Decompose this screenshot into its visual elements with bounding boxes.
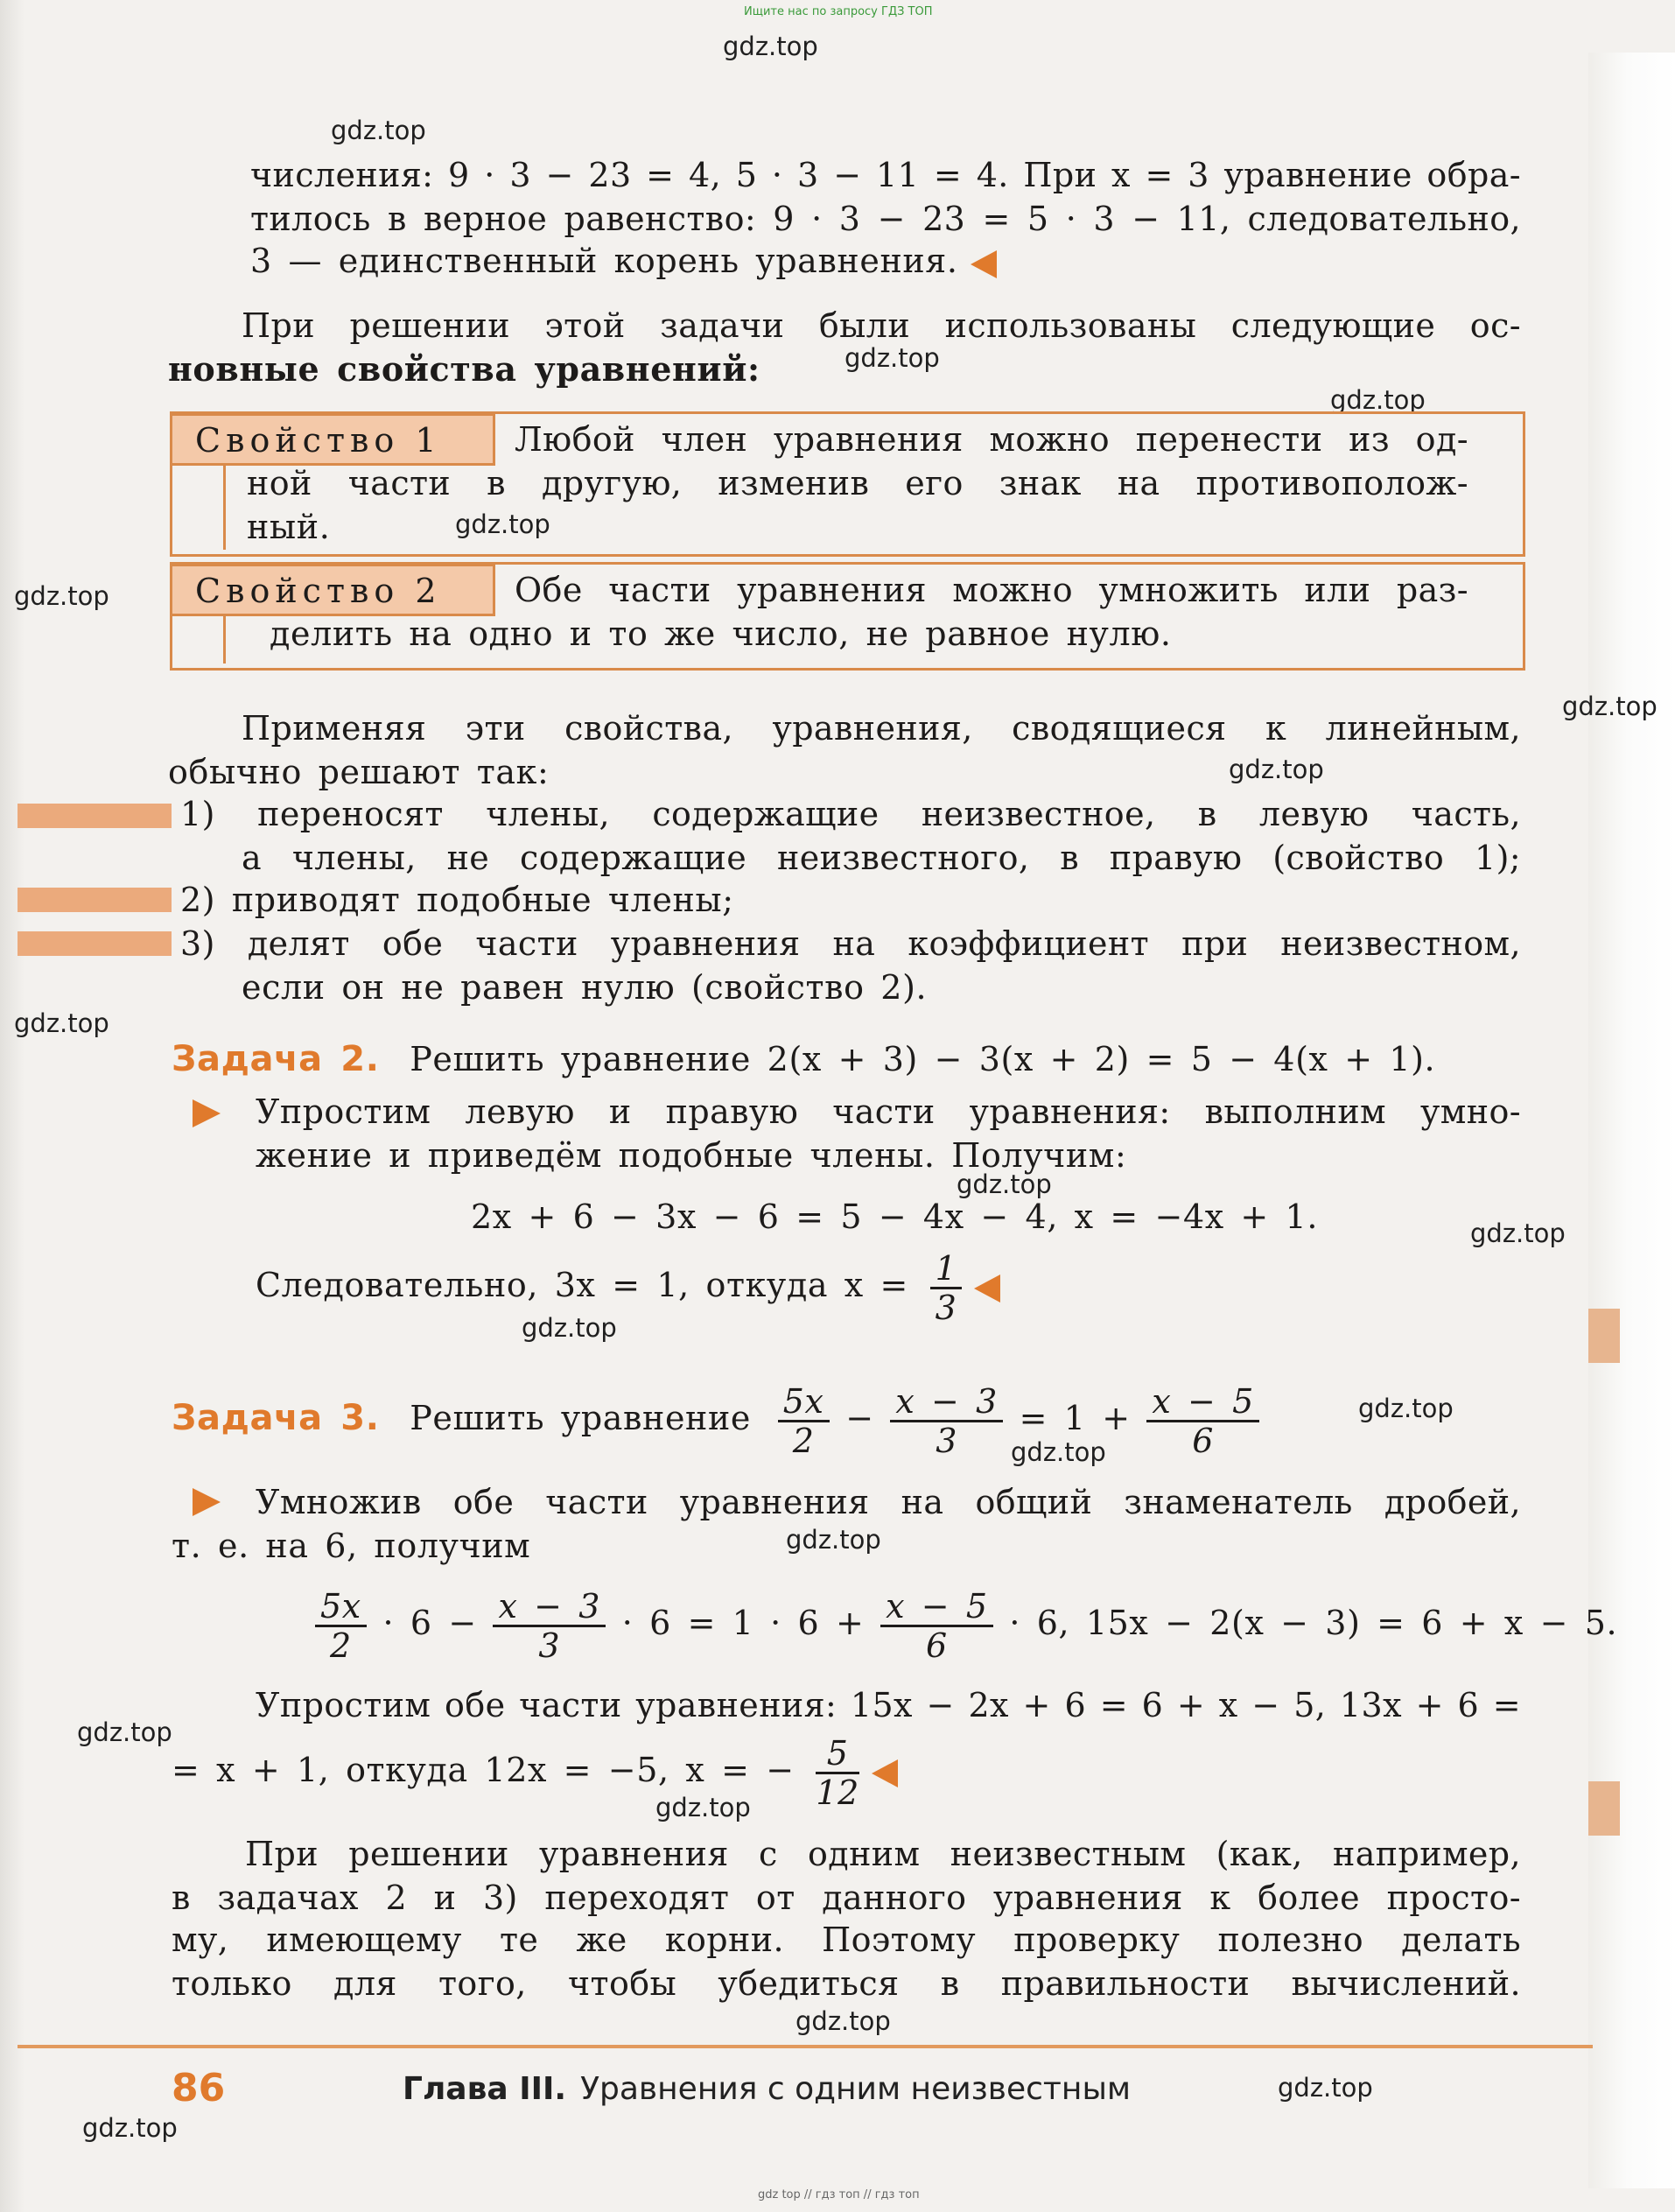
watermark: gdz.top [957, 1169, 1052, 1199]
task-2-statement: Решить уравнение 2(x + 3) − 3(x + 2) = 5 − 4(x + 1). [410, 1040, 1436, 1078]
watermark: gdz.top [1358, 1394, 1454, 1423]
watermark: gdz.top [786, 1525, 881, 1555]
task-3-header [172, 1383, 1259, 1467]
watermark: gdz.top [331, 116, 426, 145]
text-line-content: 3 — единственный корень уравнения. [250, 242, 958, 280]
watermark: gdz.top [14, 1008, 109, 1038]
watermark: gdz.top [1011, 1437, 1106, 1467]
watermark: gdz.top [522, 1313, 617, 1343]
watermark: gdz.top [14, 581, 109, 611]
list-item: если он не равен нулю (свойство 2). [242, 968, 928, 1007]
watermark: gdz.top [455, 509, 550, 539]
fraction [890, 1383, 1003, 1459]
text-line: обычно решают так: [168, 753, 550, 791]
text-line: числения: 9 · 3 − 23 = 4, 5 · 3 − 11 = 4. При x = 3 уравнение обра- [250, 156, 1521, 194]
property-1-text: ный. [247, 508, 331, 546]
text-line: в задачах 2 и 3) переходят от данного уравнения к более просто- [172, 1878, 1521, 1917]
task-2-title: Задача 2. [172, 1039, 380, 1079]
solution-start-icon [193, 1488, 221, 1516]
watermark: gdz.top [845, 343, 940, 373]
operator: − [845, 1399, 874, 1437]
text-line: му, имеющему те же корни. Поэтому проверку полезно делать [172, 1921, 1521, 1959]
property-2-stem [223, 613, 226, 664]
denominator: 3 [538, 1626, 561, 1665]
equation-part: · 6, 15x − 2(x − 3) = 6 + x − 5. [1009, 1604, 1618, 1642]
task-3-solution: Умножив обе части уравнения на общий знаменатель дробей, [256, 1483, 1521, 1521]
text-line: тилось в верное равенство: 9 · 3 − 23 = 5 · 3 − 11, следовательно, [250, 200, 1521, 238]
watermark: gdz.top [1278, 2073, 1373, 2103]
task-3-equation [315, 1588, 1617, 1672]
task-3-answer-text: = x + 1, откуда 12x = −5, x = − [172, 1751, 795, 1789]
numerator: x − 3 [890, 1383, 1003, 1422]
task-2-solution: жение и приведём подобные члены. Получим: [256, 1136, 1127, 1175]
numerator: 5x [778, 1383, 830, 1422]
property-2-text: Обе части уравнения можно умножить или раз- [515, 571, 1468, 609]
list-item: 3) делят обе части уравнения на коэффициент при неизвестном, [180, 924, 1521, 963]
task-3-title: Задача 3. [172, 1398, 380, 1438]
fraction [778, 1383, 830, 1459]
text-line [250, 240, 997, 282]
denominator: 2 [330, 1626, 352, 1665]
page-edge [1588, 53, 1675, 2188]
denominator: 2 [792, 1422, 815, 1460]
task-3-statement: Решить уравнение [410, 1399, 751, 1437]
watermark: gdz.top [1229, 755, 1324, 784]
end-of-solution-icon [872, 1759, 898, 1787]
property-1-text: ной части в другую, изменив его знак на противополож- [247, 464, 1468, 502]
text-line: только для того, чтобы убедиться в правильности вычислений. [172, 1964, 1521, 2003]
denominator: 3 [936, 1422, 958, 1460]
task-2-header [172, 1038, 1435, 1080]
edge-tab [1588, 1309, 1620, 1363]
task-3-solution: т. е. на 6, получим [172, 1527, 531, 1565]
property-1-stem [223, 464, 226, 550]
fraction [880, 1588, 993, 1664]
watermark: gdz.top [77, 1717, 172, 1747]
watermark: gdz.top [795, 2006, 891, 2036]
text-line [242, 305, 1521, 347]
fraction [493, 1588, 606, 1664]
fraction [930, 1250, 963, 1326]
task-2-solution: Упростим левую и правую части уравнения: выполним умно- [256, 1092, 1521, 1131]
equation-part: · 6 = 1 · 6 + [621, 1604, 865, 1642]
chapter-label: Глава III. [403, 2071, 567, 2107]
edge-tab [1588, 1781, 1620, 1836]
fraction [1146, 1383, 1259, 1459]
chapter-footer [403, 2071, 1131, 2107]
property-2-text: делить на одно и то же число, не равное нулю. [270, 614, 1172, 653]
property-2-label: Свойство 2 [170, 564, 495, 616]
watermark-bottom: gdz top // гдз топ // гдз топ [758, 2188, 920, 2201]
numerator: x − 5 [880, 1588, 993, 1627]
text-line-content: При решении этой задачи были использованы следующие ос- [242, 306, 1521, 345]
list-marker-bar [18, 888, 172, 912]
property-1-label: Свойство 1 [170, 413, 495, 466]
task-2-conclusion [256, 1249, 1000, 1327]
fraction [816, 1735, 859, 1811]
list-item: а члены, не содержащие неизвестного, в правую (свойство 1); [242, 839, 1521, 877]
solution-start-icon [193, 1099, 221, 1127]
list-item: 1) переносят члены, содержащие неизвестное, в левую часть, [180, 795, 1521, 833]
denominator: 6 [926, 1626, 948, 1665]
task-2-conclusion-text: Следовательно, 3x = 1, откуда x = [256, 1266, 908, 1304]
operator: = 1 + [1019, 1399, 1131, 1437]
task-3-simplify: Упростим обе части уравнения: 15x − 2x + 6 = 6 + x − 5, 13x + 6 = [256, 1686, 1521, 1724]
numerator: x − 5 [1146, 1383, 1259, 1422]
property-1-text: Любой член уравнения можно перенести из од- [515, 420, 1468, 459]
numerator: 5 [816, 1735, 859, 1774]
task-2-equation: 2x + 6 − 3x − 6 = 5 − 4x − 4, x = −4x + 1. [471, 1197, 1319, 1236]
equation-part: · 6 − [382, 1604, 477, 1642]
numerator: 5x [315, 1588, 367, 1627]
text-line: Применяя эти свойства, уравнения, сводящиеся к линейным, [242, 709, 1521, 748]
denominator: 6 [1192, 1422, 1215, 1460]
task-3-answer [172, 1734, 898, 1812]
text-line: При решении уравнения с одним неизвестным (как, например, [245, 1835, 1521, 1873]
fraction [315, 1588, 367, 1664]
list-marker-bar [18, 804, 172, 828]
list-item: 2) приводят подобные члены; [180, 881, 734, 919]
chapter-title: Уравнения с одним неизвестным [580, 2071, 1132, 2107]
page-number: 86 [172, 2066, 226, 2110]
end-of-solution-icon [974, 1275, 1000, 1303]
watermark: gdz.top [1470, 1218, 1566, 1248]
numerator: 1 [930, 1250, 963, 1289]
numerator: x − 3 [493, 1588, 606, 1627]
watermark: gdz.top [1562, 692, 1657, 721]
end-of-solution-icon [971, 250, 997, 278]
denominator: 12 [816, 1773, 859, 1812]
footer-rule [18, 2045, 1593, 2048]
scan-shadow [0, 0, 25, 2212]
watermark: gdz.top [82, 2113, 178, 2143]
text-line: новные свойства уравнений: [168, 349, 760, 389]
watermark: gdz.top [1330, 385, 1426, 415]
watermark: gdz.top [723, 32, 818, 61]
watermark-top: Ищите нас по запросу ГДЗ ТОП [744, 5, 933, 18]
list-marker-bar [18, 931, 172, 956]
denominator: 3 [935, 1289, 957, 1327]
watermark: gdz.top [655, 1793, 751, 1822]
